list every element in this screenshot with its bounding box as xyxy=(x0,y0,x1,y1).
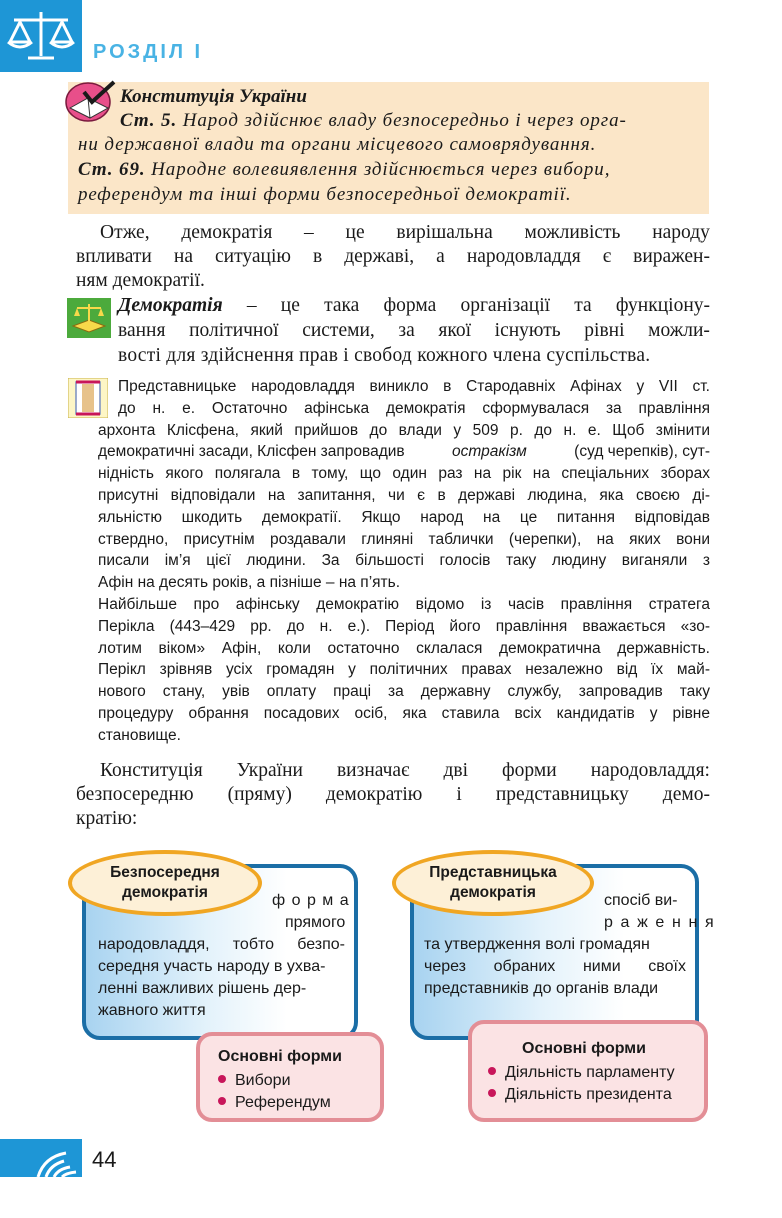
direct-desc-line-5: ленні важливих рішень дер- xyxy=(98,980,307,997)
word: Конституція xyxy=(100,760,203,781)
word: Отже, xyxy=(100,222,150,243)
representative-forms-title: Основні форми xyxy=(522,1040,646,1057)
word: системи, xyxy=(302,320,375,341)
direct-form-item: Вибори xyxy=(218,1072,291,1090)
note-line: присутні відповідали на запитання, чи є в державі людина, яка своєю ді- xyxy=(98,487,710,504)
note-line: демократичні засади, Клісфен запровадив остракізм (суд черепків), сут- xyxy=(98,443,710,461)
word: дві xyxy=(443,760,469,781)
word: вирішальна xyxy=(396,222,493,243)
word: та xyxy=(574,295,592,316)
word: впливати xyxy=(76,246,152,267)
note-line: Перікл зрівняв усіх громадян у політичних правах незалежно від їх май- xyxy=(98,661,710,679)
word: в xyxy=(312,246,323,267)
word: безпо- xyxy=(297,936,345,953)
direct-desc-line-6: жавного життя xyxy=(98,1002,206,1019)
word: організації xyxy=(460,295,551,316)
bullet-icon xyxy=(488,1089,496,1097)
note-line: до н. е. Остаточно афінська демократія сформувалася за правління xyxy=(118,399,710,417)
article-5-line-2: ни державної влади та органи місцевого самоврядування. xyxy=(78,134,597,155)
direct-democracy-oval: Безпосередня демократія xyxy=(68,850,262,916)
paragraph-2-line-1 xyxy=(100,760,710,782)
word: це xyxy=(280,295,300,316)
section-logo xyxy=(0,0,82,72)
word: на xyxy=(173,246,193,267)
word: вання xyxy=(118,320,166,341)
word: форма xyxy=(383,295,437,316)
direct-desc-line-4: середня участь народу в ухва- xyxy=(98,958,326,975)
section-title: РОЗДІЛ І xyxy=(93,41,204,63)
word: виражен- xyxy=(633,246,710,267)
direct-desc-line-2: прямого xyxy=(285,914,346,931)
representative-form-item: Діяльність парламенту xyxy=(488,1064,675,1082)
note-line: становище. xyxy=(98,726,181,744)
bullet-icon xyxy=(218,1075,226,1083)
word: своїх xyxy=(648,958,686,975)
word: можливість xyxy=(524,222,621,243)
word: визначає xyxy=(336,760,410,781)
paragraph-1-line-1 xyxy=(100,222,710,244)
scales-icon xyxy=(6,6,76,66)
representative-democracy-oval: Представницька демократія xyxy=(392,850,594,916)
note-line: нового стану, увів оплату праці за державну службу, запровадив таку xyxy=(98,683,710,701)
note-line: лотим віком» Афін, коли остаточно склалася демократична державність. xyxy=(98,639,710,657)
article-69-line-2: референдум та інші форми безпосередньої демократії. xyxy=(78,184,572,205)
word: обраних xyxy=(493,958,556,975)
bullet-icon xyxy=(488,1067,496,1075)
scales-book-icon xyxy=(67,298,111,338)
word: України xyxy=(236,760,303,781)
note-line: Найбільше про афінську демократію відомо із часів правління стратега xyxy=(98,596,710,613)
word: через xyxy=(424,958,467,975)
word: демократію xyxy=(325,784,423,805)
note-line: Представницьке народовладдя виникло в Стародавніх Афінах у VII ст. xyxy=(118,378,710,395)
page-number: 44 xyxy=(92,1147,117,1172)
note-line: Перікла (443–429 рр. до н. е.). Період його правління вважається «зо- xyxy=(98,617,710,635)
word: представницьку xyxy=(495,784,629,805)
representative-desc-line-1: спосіб ви- xyxy=(604,892,678,909)
paragraph-2-line-2 xyxy=(76,784,710,806)
representative-form-item: Діяльність президента xyxy=(488,1086,672,1104)
note-line: нідність якого полягала в тому, що один раз на рік на спеціальних зборах xyxy=(98,465,710,483)
paragraph-1-line-2 xyxy=(76,246,710,268)
word: така xyxy=(324,295,360,316)
word: народовладдя xyxy=(466,246,581,267)
word: народу xyxy=(652,222,710,243)
word: демо- xyxy=(662,784,710,805)
direct-desc-line-3 xyxy=(98,936,345,954)
word: безпосередню xyxy=(76,784,194,805)
word: можли- xyxy=(648,320,710,341)
scroll-icon xyxy=(68,378,108,418)
word: тобто xyxy=(232,936,275,953)
direct-form-item: Референдум xyxy=(218,1094,331,1112)
word: демократія xyxy=(181,222,273,243)
word: політичної xyxy=(189,320,279,341)
representative-desc-line-3: та утвердження волі громадян xyxy=(424,936,650,953)
word: народовладдя: xyxy=(590,760,710,781)
representative-desc-line-2: р а ж е н н я xyxy=(604,914,716,931)
note-line: Афін на десять років, а пізніше – на п’ять. xyxy=(98,574,401,592)
word: ними xyxy=(582,958,621,975)
constitution-title: Конституція України xyxy=(120,86,307,107)
word: (пряму) xyxy=(227,784,292,805)
note-line: процедуру обрання посадових осіб, яка ставила всіх кандидатів у рівне xyxy=(98,705,710,722)
word: якої xyxy=(438,320,472,341)
note-line: ствердно, присутнім роздавали глиняні таблички (черепки), на яких вони xyxy=(98,530,710,548)
word: функціону- xyxy=(615,295,710,316)
word: державі, xyxy=(344,246,415,267)
definition-term: Демократія xyxy=(118,295,223,316)
representative-desc-line-5: представників до органів влади xyxy=(424,980,659,997)
word: форми xyxy=(502,760,557,781)
word: і xyxy=(456,784,462,805)
word: за xyxy=(398,320,415,341)
word: – xyxy=(304,222,314,243)
article-69-line-1: Ст. 69. Народне волевиявлення здійснюється через вибори, xyxy=(78,159,611,180)
note-line: архонта Клісфена, який прийшов до влади у 509 р. до н. е. Щоб змінити xyxy=(98,421,710,439)
word: ситуацію xyxy=(215,246,291,267)
paragraph-2-line-3: кратію: xyxy=(76,808,138,829)
word: існують xyxy=(494,320,561,341)
word: рівні xyxy=(584,320,625,341)
direct-desc-line-1: ф о р м а xyxy=(272,892,350,909)
word: – xyxy=(246,295,257,316)
direct-forms-title: Основні форми xyxy=(218,1048,342,1065)
word: а xyxy=(436,246,445,267)
note-line: яльністю шкодить демократії. Якщо народ на це питання відповідав xyxy=(98,508,710,526)
definition-line-1 xyxy=(118,295,710,317)
article-5-line-1: Ст. 5. Народ здійснює владу безпосередньо і через орга- xyxy=(78,110,627,132)
representative-forms-box xyxy=(468,1020,708,1122)
ostracism-term: остракізм xyxy=(452,443,527,461)
definition-line-2 xyxy=(118,320,710,342)
footer-bar xyxy=(0,1139,82,1177)
paragraph-1-line-3: ням демократії. xyxy=(76,270,205,291)
definition-line-3: востi для здійснення прав і свобод кожного члена суспільства. xyxy=(118,345,651,366)
article-69-label: Ст. 69. xyxy=(78,159,146,180)
waves-icon xyxy=(0,1139,82,1177)
bullet-icon xyxy=(218,1097,226,1105)
article-5-label: Ст. 5. xyxy=(120,110,178,131)
word: є xyxy=(602,246,612,267)
note-line: писали ім’я цієї людини. За більшості голосів таку людину виганяли з xyxy=(98,552,710,570)
direct-forms-box xyxy=(196,1032,384,1122)
representative-desc-line-4 xyxy=(424,958,686,976)
word: народовладдя, xyxy=(98,936,210,953)
word: це xyxy=(345,222,365,243)
